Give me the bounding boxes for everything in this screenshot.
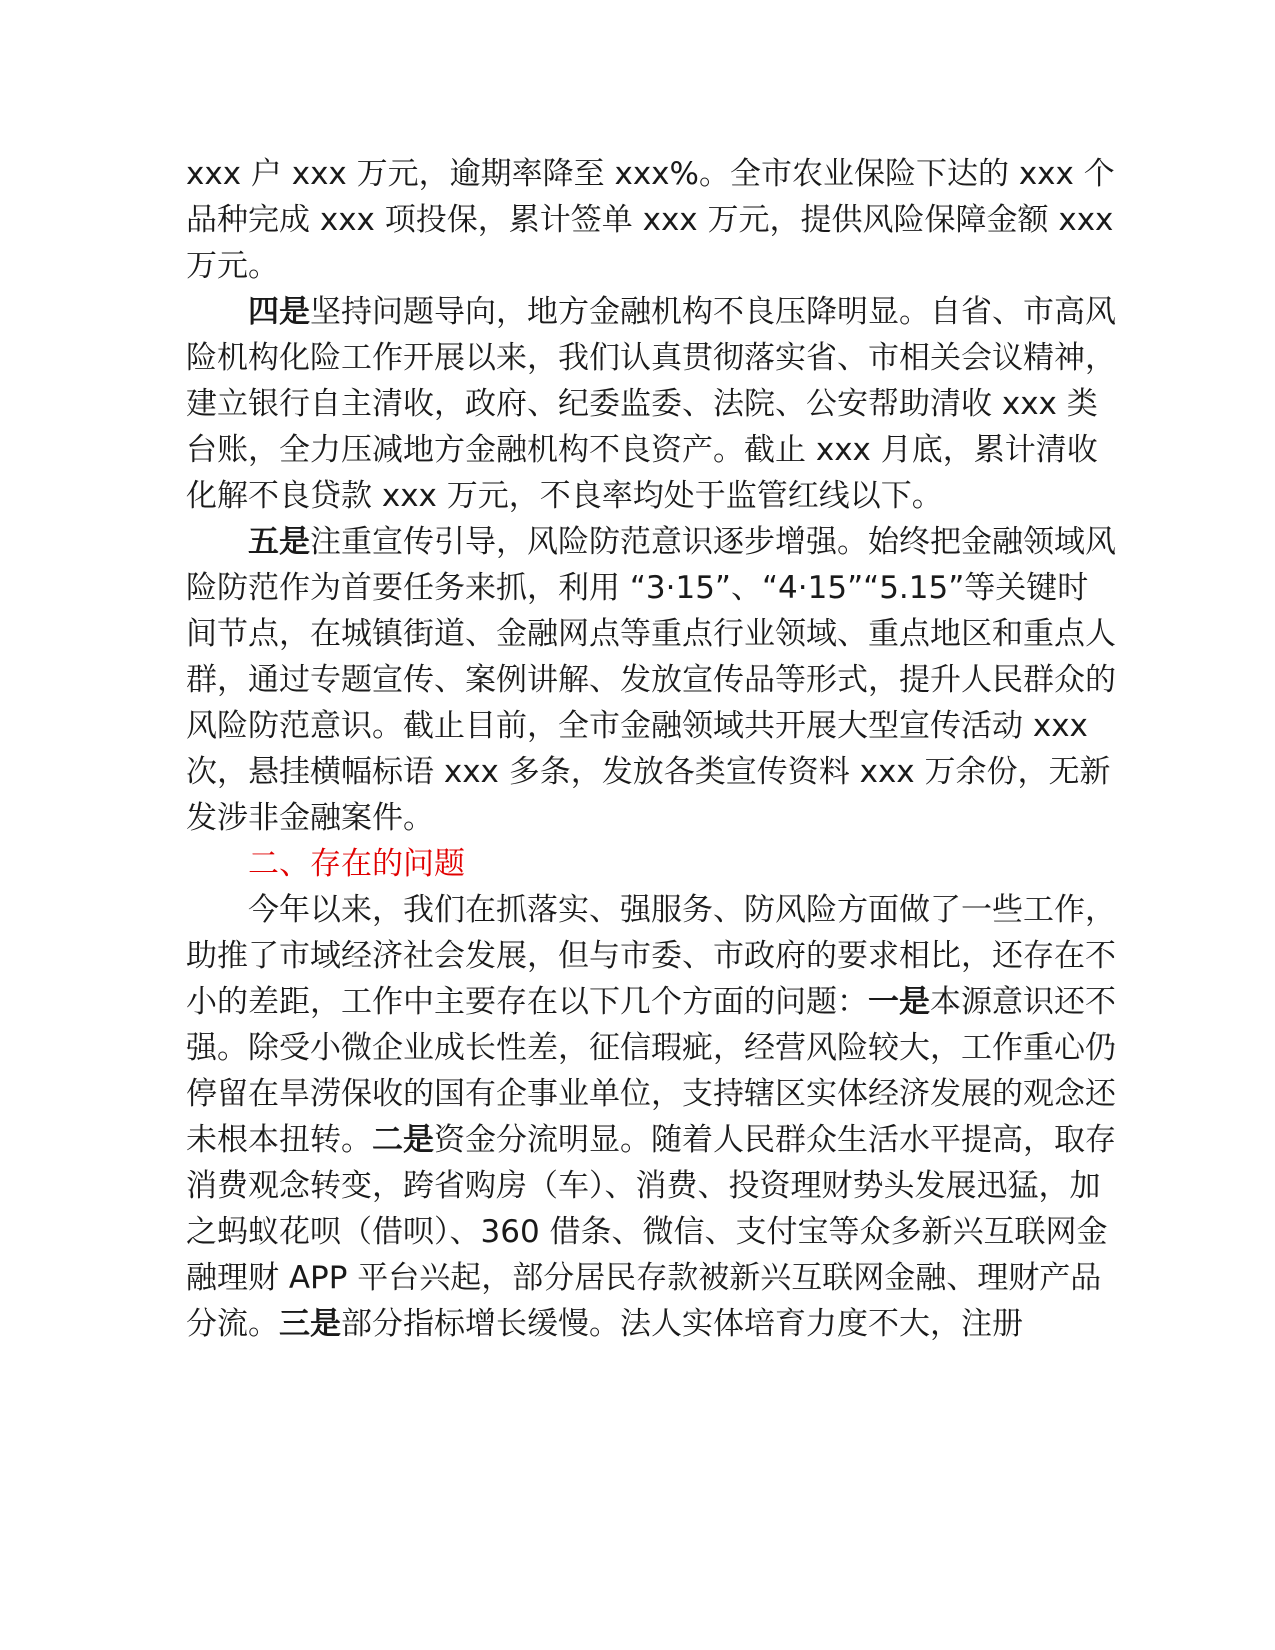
- point-four-lead: 四是: [248, 294, 310, 330]
- point-five-lead: 五是: [248, 524, 310, 560]
- problem-two-text: 资金分流明显。随着人民群众生活水平提高，取存消费观念转变，跨省购房（车）、消费、投资理财势头发展迅猛，加之蚂蚁花呗（借呗）、360 借条、微信、支付宝等众多新兴互联网金融理财 APP 平台兴起，部分居民存款被新兴互联网金融、理财产品分流。: [186, 1122, 1116, 1342]
- paragraph-point-five: [186, 519, 1116, 841]
- problem-two-lead: 二是: [372, 1122, 434, 1158]
- paragraph-text: xxx 户 xxx 万元，逾期率降至 xxx%。全市农业保险下达的 xxx 个品种完成 xxx 项投保，累计签单 xxx 万元，提供风险保障金额 xxx 万元。: [186, 156, 1115, 284]
- problem-one-lead: 一是: [868, 984, 930, 1020]
- problem-three-lead: 三是: [279, 1306, 341, 1342]
- problem-three-text: 部分指标增长缓慢。法人实体培育力度不大，注册: [341, 1306, 1023, 1342]
- document-body: [186, 151, 1116, 1347]
- point-four-text: 坚持问题导向，地方金融机构不良压降明显。自省、市高风险机构化险工作开展以来，我们认真贯彻落实省、市相关会议精神，建立银行自主清收，政府、纪委监委、法院、公安帮助清收 xxx 类台账，全力压减地方金融机构不良资产。截止 xxx 月底，累计清收化解不良贷款 xxx 万元，不良率均处于监管红线以下。: [186, 294, 1116, 514]
- problems-intro: 今年以来，我们在抓落实、强服务、防风险方面做了一些工作，助推了市域经济社会发展，但与市委、市政府的要求相比，还存在不小的差距，工作中主要存在以下几个方面的问题：: [186, 892, 1116, 1020]
- point-five-text: 注重宣传引导，风险防范意识逐步增强。始终把金融领域风险防范作为首要任务来抓，利用 “3·15”、“4·15”“5.15”等关键时间节点，在城镇街道、金融网点等重点行业领域、重点地区和重点人群，通过专题宣传、案例讲解、发放宣传品等形式，提升人民群众的风险防范意识。截止目前，全市金融领域共开展大型宣传活动 xxx 次，悬挂横幅标语 xxx 多条，发放各类宣传资料 xxx 万余份，无新发涉非金融案件。: [186, 524, 1116, 836]
- paragraph-agri-insurance: [186, 151, 1116, 289]
- paragraph-point-four: [186, 289, 1116, 519]
- problem-one-text: 本源意识还不强。除受小微企业成长性差，征信瑕疵，经营风险较大，工作重心仍停留在旱涝保收的国有企事业单位，支持辖区实体经济发展的观念还未根本扭转。: [186, 984, 1116, 1158]
- paragraph-problems: [186, 887, 1116, 1347]
- section-heading-problems: 二、存在的问题: [248, 846, 465, 882]
